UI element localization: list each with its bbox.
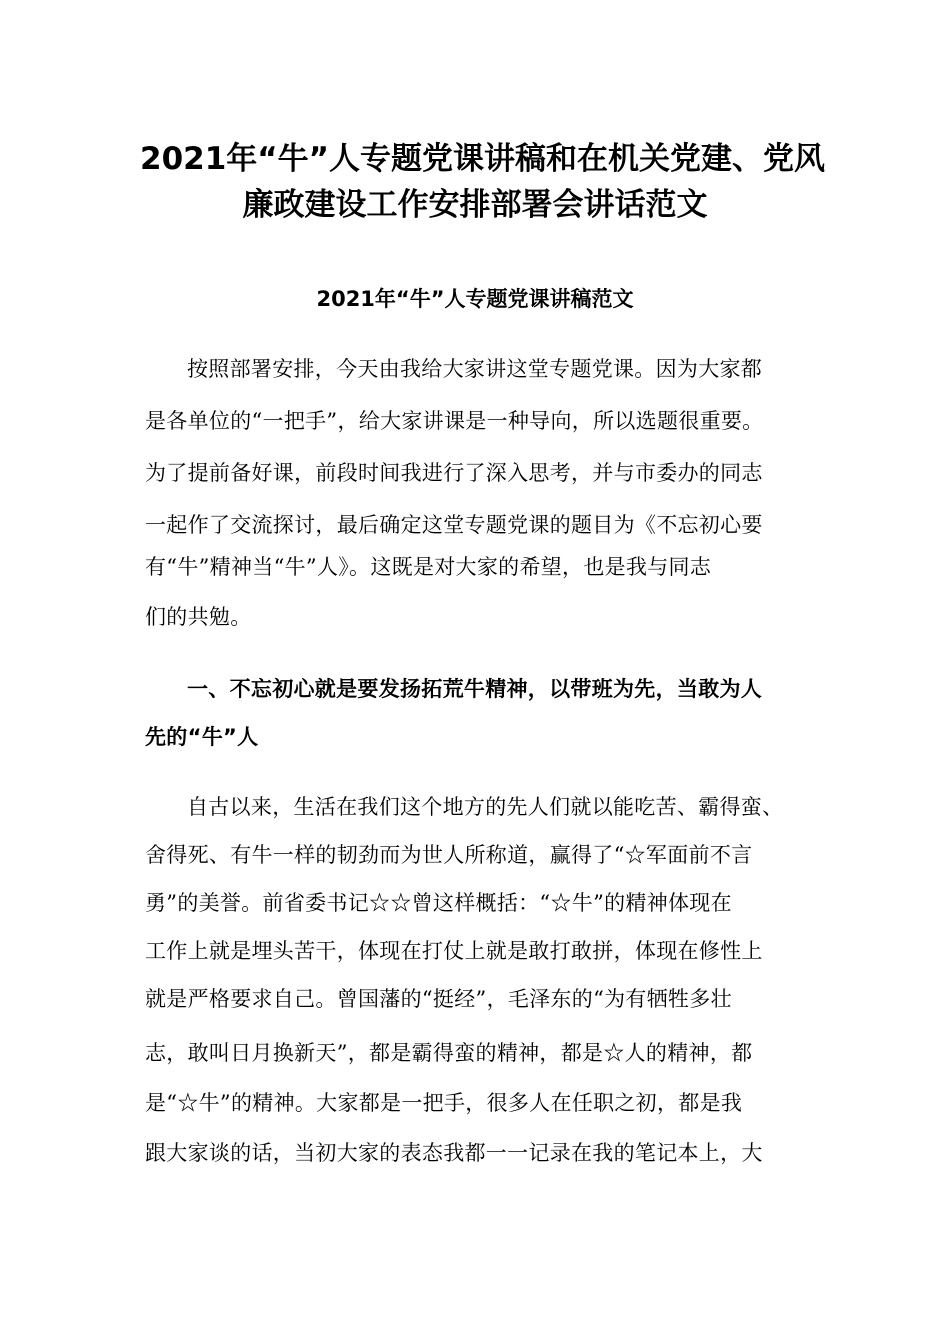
paragraph-2-line: 舍得死、有牛一样的韧劲而为世人所称道，赢得了“☆军面前不言 (145, 843, 753, 867)
document-title (140, 136, 826, 228)
document-title-line-2: 廉政建设工作安排部署会讲话范文 (242, 187, 708, 223)
paragraph-2-line: 勇”的美誉。前省委书记☆☆曾这样概括：“☆牛”的精神体现在 (145, 891, 732, 915)
paragraph-2-line: 志，敢叫日月换新天”，都是霸得蛮的精神，都是☆人的精神，都 (145, 1041, 753, 1065)
paragraph-2-line: 工作上就是埋头苦干，体现在打仗上就是敢打敢拼，体现在修性上 (145, 939, 763, 963)
paragraph-1-line: 是各单位的“一把手”，给大家讲课是一种导向，所以选题很重要。 (145, 409, 764, 433)
section-subtitle: 2021年“牛”人专题党课讲稿范文 (316, 287, 634, 311)
paragraph-1-line: 有“牛”精神当“牛”人》。这既是对大家的希望，也是我与同志 (145, 555, 712, 579)
paragraph-1-line: 为了提前备好课，前段时间我进行了深入思考，并与市委办的同志 (145, 461, 763, 485)
paragraph-2-line: 就是严格要求自己。曾国藩的“挺经”，毛泽东的“为有牺牲多壮 (145, 987, 732, 1011)
paragraph-1-line: 们的共勉。 (145, 605, 252, 629)
section-heading-1-line: 先的“牛”人 (145, 725, 259, 749)
document-title-line-1: 2021年“牛”人专题党课讲稿和在机关党建、党风 (140, 141, 826, 177)
paragraph-2-line: 自古以来，生活在我们这个地方的先人们就以能吃苦、霸得蛮、 (187, 795, 784, 819)
paragraph-1-line: 按照部署安排，今天由我给大家讲这堂专题党课。因为大家都 (187, 357, 763, 381)
paragraph-2-line: 是“☆牛”的精神。大家都是一把手，很多人在任职之初，都是我 (145, 1091, 743, 1115)
paragraph-2-line: 跟大家谈的话，当初大家的表态我都一一记录在我的笔记本上，大 (145, 1141, 763, 1165)
section-heading-1-line: 一、不忘初心就是要发扬拓荒牛精神，以带班为先，当敢为人 (187, 677, 763, 701)
paragraph-1-line: 一起作了交流探讨，最后确定这堂专题党课的题目为《不忘初心要 (145, 513, 763, 537)
